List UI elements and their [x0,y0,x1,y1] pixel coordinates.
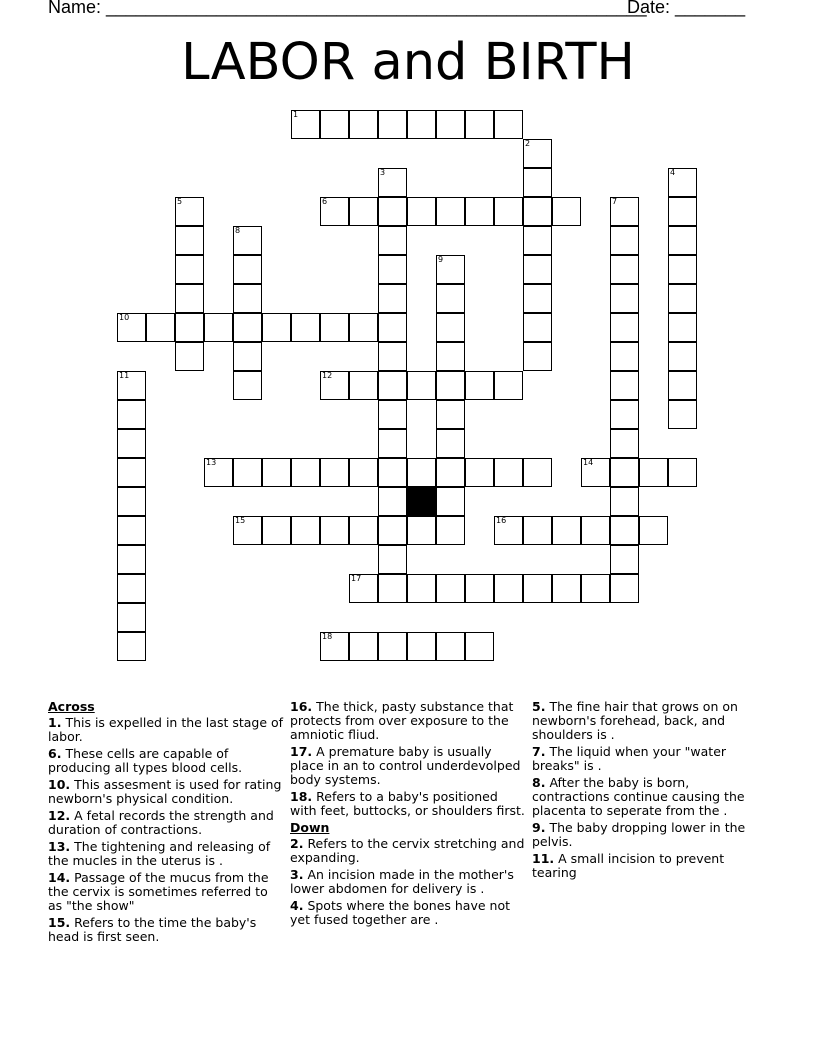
grid-cell[interactable] [639,458,668,487]
grid-cell[interactable] [668,400,697,429]
grid-cell[interactable] [581,516,610,545]
clue-number: 6. [48,746,62,761]
clue-across-13 [48,840,284,868]
grid-cell[interactable] [436,429,465,458]
clue-number: 13. [48,839,71,854]
clue-down-2 [290,837,526,865]
grid-cell[interactable] [233,255,262,284]
clue-number: 11. [532,851,555,866]
grid-cell[interactable] [407,516,436,545]
grid-cell[interactable] [523,284,552,313]
grid-cell[interactable] [523,516,552,545]
grid-cell[interactable] [117,429,146,458]
grid-cell[interactable] [407,371,436,400]
clue-number-label: 12 [322,371,333,380]
grid-cell[interactable] [494,197,523,226]
grid-cell[interactable] [349,516,378,545]
grid-cell[interactable] [668,458,697,487]
grid-cell[interactable] [610,458,639,487]
grid-cell[interactable] [378,313,407,342]
grid-cell[interactable] [349,574,378,603]
name-field-label: Name: ______________________________________________________ [48,0,647,17]
grid-cell[interactable] [320,516,349,545]
grid-cell[interactable] [552,197,581,226]
clue-number: 16. [290,699,313,714]
grid-cell[interactable] [465,110,494,139]
grid-cell[interactable] [610,516,639,545]
grid-cell[interactable] [378,429,407,458]
grid-cell[interactable] [523,458,552,487]
grid-cell[interactable] [610,342,639,371]
clue-text: A small incision to prevent tearing [532,851,725,880]
clue-number-label: 6 [322,197,328,206]
clue-number: 14. [48,870,71,885]
grid-cell[interactable] [117,487,146,516]
grid-cell[interactable] [175,313,204,342]
grid-cell[interactable] [436,284,465,313]
clue-number-label: 7 [612,197,618,206]
grid-cell[interactable] [175,284,204,313]
clue-down-3 [290,868,526,896]
grid-cell[interactable] [378,574,407,603]
clue-number: 18. [290,789,313,804]
clue-number: 3. [290,867,304,882]
clue-number: 4. [290,898,304,913]
grid-cell[interactable] [465,574,494,603]
grid-cell[interactable] [581,574,610,603]
grid-cell[interactable] [175,342,204,371]
grid-cell[interactable] [436,255,465,284]
grid-cell[interactable] [291,110,320,139]
clue-number: 15. [48,915,71,930]
grid-cell[interactable] [117,400,146,429]
clue-number: 17. [290,744,313,759]
grid-cell[interactable] [233,458,262,487]
clue-number: 10. [48,777,71,792]
grid-cell[interactable] [349,632,378,661]
grid-cell[interactable] [668,168,697,197]
grid-cell[interactable] [436,574,465,603]
clue-number-label: 13 [206,458,217,467]
grid-cell[interactable] [436,632,465,661]
grid-cell[interactable] [233,284,262,313]
grid-cell[interactable] [552,516,581,545]
grid-cell[interactable] [668,371,697,400]
clues-column-1 [48,700,284,947]
clue-text: Passage of the mucus from the the cervix is sometimes referred to as "the show" [48,870,269,913]
grid-cell[interactable] [349,110,378,139]
clue-text: An incision made in the mother's lower abdomen for delivery is . [290,867,514,896]
grid-cell[interactable] [436,487,465,516]
clue-text: The liquid when your "water breaks" is . [532,744,727,773]
grid-cell[interactable] [233,342,262,371]
grid-cell[interactable] [523,255,552,284]
clue-number-label: 5 [177,197,183,206]
grid-cell[interactable] [117,603,146,632]
grid-cell[interactable] [146,313,175,342]
clue-across-1 [48,716,284,744]
clue-number: 9. [532,820,546,835]
clue-number-label: 18 [322,632,333,641]
clue-number-label: 9 [438,255,444,264]
grid-cell[interactable] [204,313,233,342]
grid-cell[interactable] [552,574,581,603]
grid-cell[interactable] [465,197,494,226]
down-heading: Down [290,820,330,835]
grid-cell[interactable] [523,197,552,226]
grid-cell[interactable] [668,284,697,313]
clue-text: After the baby is born, contractions continue causing the placenta to seperate from the . [532,775,745,818]
date-field-label: Date: _______ [627,0,746,17]
grid-cell[interactable] [175,226,204,255]
clue-text: The fine hair that grows on on newborn's forehead, back, and shoulders is . [532,699,738,742]
grid-cell[interactable] [581,458,610,487]
clue-number: 1. [48,715,62,730]
grid-cell[interactable] [378,255,407,284]
grid-cell[interactable] [610,255,639,284]
grid-cell[interactable] [117,313,146,342]
clue-down-9 [532,821,768,849]
grid-cell[interactable] [320,371,349,400]
grid-cell[interactable] [262,458,291,487]
grid-cell[interactable] [117,516,146,545]
clue-number: 2. [290,836,304,851]
clue-text: Refers to a baby's positioned with feet, buttocks, or shoulders first. [290,789,525,818]
grid-cell[interactable] [610,313,639,342]
clue-down-11 [532,852,768,880]
clue-across-6 [48,747,284,775]
grid-cell[interactable] [407,197,436,226]
clue-text: Spots where the bones have not yet fused together are . [290,898,510,927]
grid-cell[interactable] [378,632,407,661]
grid-cell[interactable] [523,313,552,342]
grid-cell[interactable] [117,545,146,574]
clue-number-label: 3 [380,168,386,177]
grid-cell[interactable] [523,168,552,197]
grid-cell[interactable] [320,458,349,487]
clue-text: These cells are capable of producing all types blood cells. [48,746,243,775]
grid-cell[interactable] [610,487,639,516]
grid-cell[interactable] [494,371,523,400]
grid-cell[interactable] [610,371,639,400]
clue-across-12 [48,809,284,837]
page-title: LABOR and BIRTH [181,33,635,92]
grid-cell[interactable] [668,313,697,342]
grid-cell[interactable] [494,110,523,139]
grid-cell[interactable] [378,284,407,313]
grid-cell[interactable] [668,255,697,284]
grid-cell[interactable] [639,516,668,545]
clue-number: 5. [532,699,546,714]
grid-cell[interactable] [668,342,697,371]
grid-cell[interactable] [610,574,639,603]
grid-cell[interactable] [291,313,320,342]
grid-cell[interactable] [320,197,349,226]
grid-cell[interactable] [407,574,436,603]
clue-across-15 [48,916,284,944]
grid-cell[interactable] [465,458,494,487]
grid-cell[interactable] [610,197,639,226]
grid-cell[interactable] [407,110,436,139]
clue-number-label: 2 [525,139,531,148]
black-cell [407,487,436,516]
clue-number-label: 17 [351,574,362,583]
clue-across-14 [48,871,284,913]
clue-across-10 [48,778,284,806]
grid-cell[interactable] [610,226,639,255]
grid-cell[interactable] [378,197,407,226]
clue-number-label: 15 [235,516,246,525]
grid-cell[interactable] [436,197,465,226]
clue-text: A premature baby is usually place in an to control underdevolped body systems. [290,744,521,787]
grid-cell[interactable] [262,516,291,545]
grid-cell[interactable] [523,342,552,371]
grid-cell[interactable] [378,168,407,197]
clues-column-3 [532,700,768,883]
grid-cell[interactable] [465,371,494,400]
grid-cell[interactable] [320,110,349,139]
grid-cell[interactable] [436,342,465,371]
grid-cell[interactable] [320,313,349,342]
grid-cell[interactable] [175,255,204,284]
clue-number-label: 4 [670,168,676,177]
grid-cell[interactable] [262,313,291,342]
grid-cell[interactable] [610,429,639,458]
grid-cell[interactable] [233,313,262,342]
grid-cell[interactable] [204,458,233,487]
grid-cell[interactable] [233,371,262,400]
clue-number-label: 14 [583,458,594,467]
clue-number-label: 1 [293,110,299,119]
grid-cell[interactable] [233,516,262,545]
grid-cell[interactable] [175,197,204,226]
grid-cell[interactable] [378,516,407,545]
clue-text: The baby dropping lower in the pelvis. [532,820,746,849]
grid-cell[interactable] [117,458,146,487]
grid-cell[interactable] [465,632,494,661]
clue-number-label: 8 [235,226,241,235]
clue-text: This assesment is used for rating newborn's physical condition. [48,777,282,806]
clue-number-label: 10 [119,313,130,322]
clues-column-2 [290,700,526,930]
clue-number-label: 11 [119,371,130,380]
grid-cell[interactable] [117,371,146,400]
clue-text: The tightening and releasing of the mucles in the uterus is . [48,839,271,868]
grid-cell[interactable] [436,400,465,429]
grid-cell[interactable] [436,371,465,400]
clue-text: Refers to the time the baby's head is first seen. [48,915,257,944]
grid-cell[interactable] [494,458,523,487]
grid-cell[interactable] [668,226,697,255]
across-heading: Across [48,699,95,714]
grid-cell[interactable] [117,574,146,603]
grid-cell[interactable] [436,458,465,487]
grid-cell[interactable] [349,197,378,226]
clue-down-5 [532,700,768,742]
grid-cell[interactable] [610,284,639,313]
grid-cell[interactable] [378,458,407,487]
clue-across-18 [290,790,526,818]
grid-cell[interactable] [378,400,407,429]
grid-cell[interactable] [668,197,697,226]
grid-cell[interactable] [378,545,407,574]
grid-cell[interactable] [494,516,523,545]
clue-down-8 [532,776,768,818]
grid-cell[interactable] [407,632,436,661]
grid-cell[interactable] [117,632,146,661]
grid-cell[interactable] [378,371,407,400]
clue-text: A fetal records the strength and duration of contractions. [48,808,274,837]
grid-cell[interactable] [291,516,320,545]
grid-cell[interactable] [610,400,639,429]
grid-cell[interactable] [349,371,378,400]
clue-number: 7. [532,744,546,759]
clue-number-label: 16 [496,516,507,525]
clue-down-7 [532,745,768,773]
grid-cell[interactable] [436,516,465,545]
clue-across-17 [290,745,526,787]
grid-cell[interactable] [349,313,378,342]
clue-text: The thick, pasty substance that protects from over exposure to the amniotic fliud. [290,699,514,742]
grid-cell[interactable] [378,110,407,139]
grid-cell[interactable] [291,458,320,487]
clue-text: Refers to the cervix stretching and expanding. [290,836,525,865]
grid-cell[interactable] [610,545,639,574]
grid-cell[interactable] [436,313,465,342]
grid-cell[interactable] [523,574,552,603]
clue-number: 12. [48,808,71,823]
grid-cell[interactable] [378,487,407,516]
grid-cell[interactable] [436,110,465,139]
grid-cell[interactable] [378,342,407,371]
clue-down-4 [290,899,526,927]
clue-across-16 [290,700,526,742]
grid-cell[interactable] [349,458,378,487]
grid-cell[interactable] [320,632,349,661]
grid-cell[interactable] [523,226,552,255]
grid-cell[interactable] [494,574,523,603]
grid-cell[interactable] [233,226,262,255]
grid-cell[interactable] [378,226,407,255]
clue-text: This is expelled in the last stage of labor. [48,715,284,744]
grid-cell[interactable] [523,139,552,168]
grid-cell[interactable] [407,458,436,487]
clue-number: 8. [532,775,546,790]
